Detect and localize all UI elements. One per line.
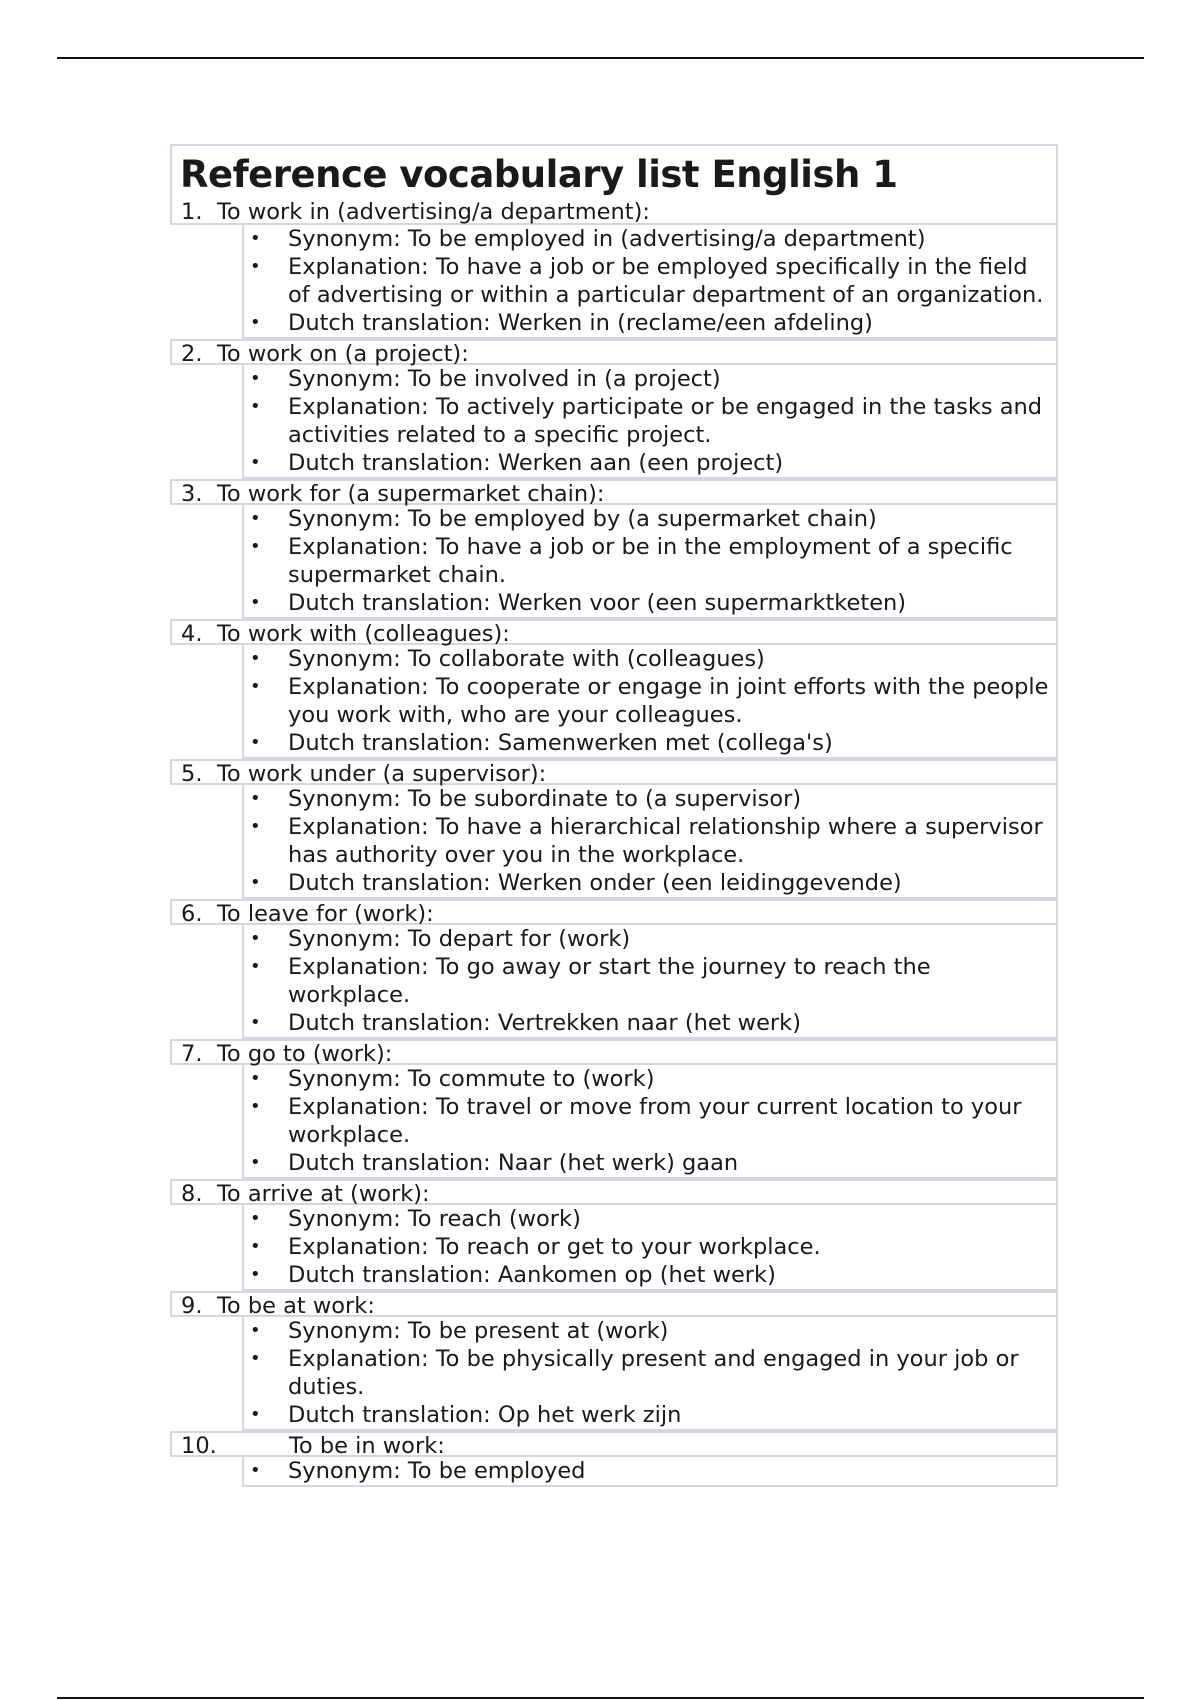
entry-number: 5. [181, 761, 203, 787]
entry-number: 9. [181, 1293, 203, 1319]
bullet-item: • Dutch translation: Op het werk zijn [244, 1401, 1056, 1429]
bullet-list [244, 365, 1056, 477]
page-title: Reference vocabulary list English 1 [180, 153, 898, 196]
bullet-item: • Synonym: To be employed in (advertising/a department) [244, 225, 1056, 253]
entry-phrase: To be in work: [289, 1433, 445, 1459]
bullet-item: • Dutch translation: Werken in (reclame/een afdeling) [244, 309, 1056, 337]
entry-phrase: To work with (colleagues): [217, 621, 510, 647]
bullet-item: • Explanation: To go away or start the journey to reach the workplace. [244, 953, 1056, 1009]
bullet-item: • Dutch translation: Naar (het werk) gaan [244, 1149, 1056, 1177]
entry-phrase: To work on (a project): [217, 341, 469, 367]
entry-phrase: To work for (a supermarket chain): [217, 481, 605, 507]
entry-details [242, 645, 1058, 759]
entry-number: 6. [181, 901, 203, 927]
bottom-rule [57, 1697, 1144, 1699]
bullet-item: • Explanation: To be physically present and engaged in your job or duties. [244, 1345, 1056, 1401]
entry-phrase: To go to (work): [217, 1041, 393, 1067]
entry-heading [170, 899, 1058, 925]
entry-details [242, 925, 1058, 1039]
entry-phrase: To be at work: [217, 1293, 375, 1319]
title-box [170, 144, 1058, 199]
bullet-list [244, 785, 1056, 897]
bullet-item: • Synonym: To reach (work) [244, 1205, 1056, 1233]
entry-details [242, 505, 1058, 619]
bullet-item: • Synonym: To be involved in (a project) [244, 365, 1056, 393]
bullet-list [244, 1457, 1056, 1485]
entry-heading [170, 1179, 1058, 1205]
entry-number: 3. [181, 481, 203, 507]
entry-list [170, 199, 1058, 1487]
entry-heading [170, 199, 1058, 225]
bullet-list [244, 645, 1056, 757]
bullet-item: • Dutch translation: Vertrekken naar (het werk) [244, 1009, 1056, 1037]
bullet-item: • Synonym: To commute to (work) [244, 1065, 1056, 1093]
bullet-item: • Synonym: To be present at (work) [244, 1317, 1056, 1345]
bullet-item: • Synonym: To be employed by (a supermarket chain) [244, 505, 1056, 533]
bullet-item: • Explanation: To travel or move from your current location to your workplace. [244, 1093, 1056, 1149]
bullet-item: • Synonym: To collaborate with (colleagues) [244, 645, 1056, 673]
bullet-item: • Explanation: To reach or get to your workplace. [244, 1233, 1056, 1261]
entry-number: 7. [181, 1041, 203, 1067]
bullet-item: • Explanation: To actively participate or be engaged in the tasks and activities related to a specific project. [244, 393, 1056, 449]
entry-phrase: To work under (a supervisor): [217, 761, 547, 787]
entry-number: 4. [181, 621, 203, 647]
entry-details [242, 225, 1058, 339]
bullet-item: • Synonym: To be employed [244, 1457, 1056, 1485]
entry-phrase: To work in (advertising/a department): [217, 199, 650, 225]
bullet-list [244, 1205, 1056, 1289]
bullet-item: • Explanation: To cooperate or engage in joint efforts with the people you work with, who are your colleagues. [244, 673, 1056, 729]
bullet-item: • Explanation: To have a job or be employed specifically in the field of advertising or within a particular department of an organization. [244, 253, 1056, 309]
bullet-item: • Dutch translation: Aankomen op (het werk) [244, 1261, 1056, 1289]
entry-number: 1. [181, 199, 203, 225]
bullet-item: • Dutch translation: Werken onder (een leidinggevende) [244, 869, 1056, 897]
entry-heading [170, 619, 1058, 645]
entry-details [242, 1205, 1058, 1291]
entry-heading [170, 1039, 1058, 1065]
bullet-item: • Explanation: To have a hierarchical relationship where a supervisor has authority over you in the workplace. [244, 813, 1056, 869]
entry-details [242, 1457, 1058, 1487]
entry-phrase: To arrive at (work): [217, 1181, 430, 1207]
bullet-item: • Synonym: To depart for (work) [244, 925, 1056, 953]
bullet-list [244, 1065, 1056, 1177]
entry-details [242, 785, 1058, 899]
entry-details [242, 365, 1058, 479]
bullet-item: • Dutch translation: Werken aan (een project) [244, 449, 1056, 477]
bullet-list [244, 505, 1056, 617]
top-rule [57, 57, 1144, 59]
bullet-item: • Explanation: To have a job or be in the employment of a specific supermarket chain. [244, 533, 1056, 589]
entry-details [242, 1065, 1058, 1179]
bullet-list [244, 225, 1056, 337]
entry-number: 10. [181, 1433, 217, 1459]
entry-heading [170, 1431, 1058, 1457]
bullet-item: • Dutch translation: Werken voor (een supermarktketen) [244, 589, 1056, 617]
bullet-item: • Synonym: To be subordinate to (a supervisor) [244, 785, 1056, 813]
bullet-item: • Dutch translation: Samenwerken met (collega's) [244, 729, 1056, 757]
entry-number: 8. [181, 1181, 203, 1207]
entry-heading [170, 339, 1058, 365]
entry-phrase: To leave for (work): [217, 901, 434, 927]
entry-heading [170, 759, 1058, 785]
bullet-list [244, 925, 1056, 1037]
entry-details [242, 1317, 1058, 1431]
bullet-list [244, 1317, 1056, 1429]
entry-heading [170, 479, 1058, 505]
entry-heading [170, 1291, 1058, 1317]
vocabulary-document [170, 144, 1058, 1487]
entry-number: 2. [181, 341, 203, 367]
